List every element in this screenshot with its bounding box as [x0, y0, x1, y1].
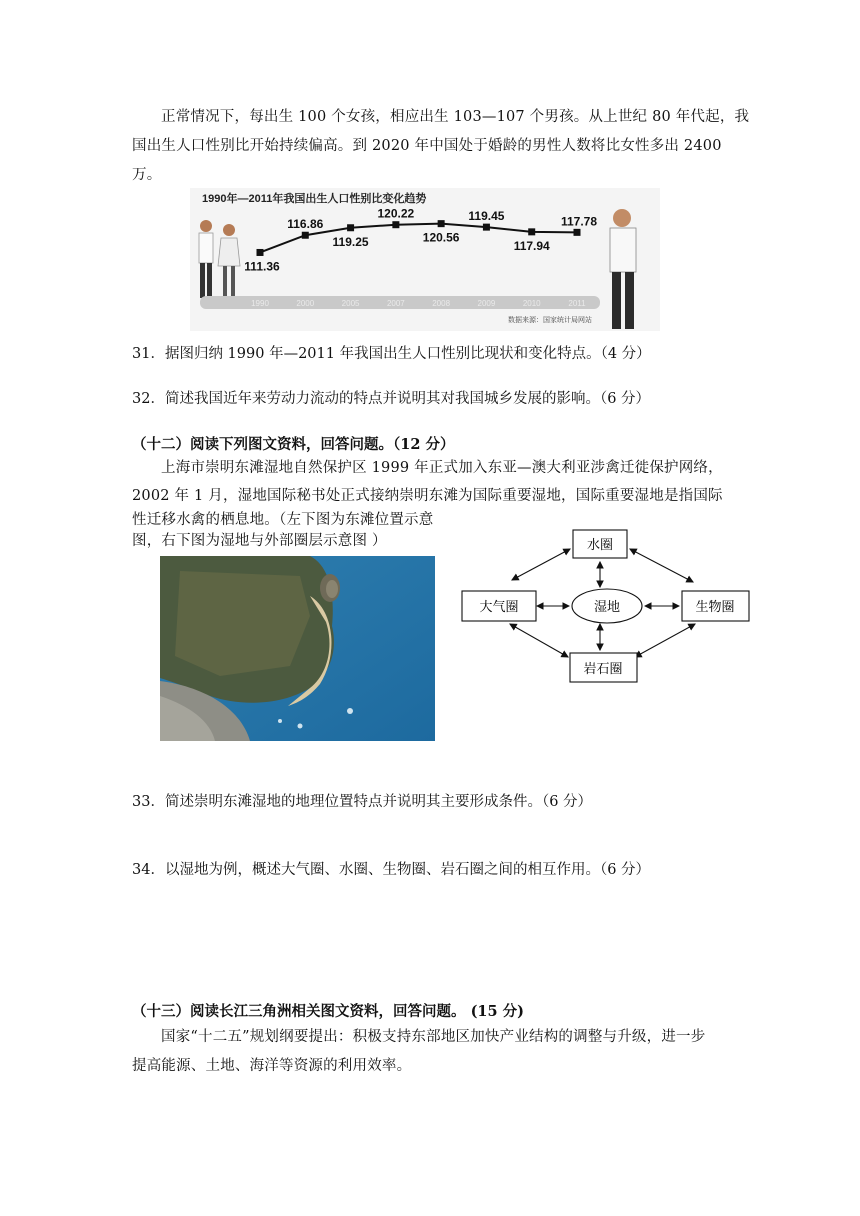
intro-line-1: 正常情况下，每出生 100 个女孩，相应出生 103—107 个男孩。从上世纪 80 年代起，我	[161, 109, 750, 125]
label-hydrosphere: 水圈	[586, 538, 614, 553]
data-label: 116.86	[287, 217, 324, 232]
section-12-line-3: 性迁移水禽的栖息地。（左下图为东滩位置示意	[132, 512, 434, 528]
label-wetland: 湿地	[593, 600, 621, 615]
x-tick-label: 2011	[568, 299, 586, 308]
data-label: 117.94	[513, 238, 550, 253]
arrow-bottom-left	[510, 624, 568, 657]
x-tick-label: 2008	[432, 299, 451, 308]
data-point	[574, 229, 581, 236]
man-figure	[610, 209, 636, 329]
data-point	[257, 249, 264, 256]
arrow-top-left	[512, 549, 570, 580]
section-12-heading: （十二）阅读下列图文资料，回答问题。（12 分）	[132, 436, 455, 453]
section-13-heading-text: （十三）阅读长江三角洲相关图文资料，回答问题。	[132, 1003, 466, 1020]
x-tick-label: 2009	[477, 299, 496, 308]
question-31: 31．据图归纳 1990 年—2011 年我国出生人口性别比现状和变化特点。（4 分）	[132, 346, 651, 362]
sex-ratio-chart-svg	[190, 188, 660, 331]
section-13-line-1: 国家“十二五”规划纲要提出：积极支持东部地区加快产业结构的调整与升级，进一步	[161, 1029, 706, 1045]
data-label: 120.22	[377, 206, 415, 221]
chart-source: 数据来源：国家统计局网站	[508, 317, 592, 324]
x-tick-label: 1990	[251, 299, 269, 308]
section-12-line-1: 上海市崇明东滩湿地自然保护区 1999 年正式加入东亚—澳大利亚涉禽迁徙保护网络，	[161, 460, 723, 476]
data-label: 111.36	[244, 259, 280, 274]
section-12-line-4: 图，右下图为湿地与外部圈层示意图 ）	[132, 533, 387, 549]
section-13-line-2: 提高能源、土地、海洋等资源的利用效率。	[132, 1058, 412, 1074]
label-biosphere: 生物圈	[695, 600, 735, 615]
wetland-sphere-diagram	[455, 527, 755, 687]
section-13-score: (15 分)	[470, 1003, 525, 1020]
girl-figure	[218, 224, 240, 296]
question-33: 33．简述崇明东滩湿地的地理位置特点并说明其主要形成条件。（6 分）	[132, 794, 593, 810]
intro-line-2: 国出生人口性别比开始持续偏高。到 2020 年中国处于婚龄的男性人数将比女性多出 2400	[132, 138, 722, 154]
data-point	[392, 221, 399, 228]
arrow-top-right	[630, 549, 693, 582]
question-32: 32．简述我国近年来劳动力流动的特点并说明其对我国城乡发展的影响。（6 分）	[132, 391, 651, 407]
chart-title: 1990年—2011年我国出生人口性别比变化趋势	[202, 193, 427, 205]
intro-line-3: 万。	[132, 167, 162, 183]
x-tick-label: 2005	[341, 299, 360, 308]
data-point	[302, 232, 309, 239]
data-point	[438, 220, 445, 227]
label-atmosphere: 大气圈	[479, 600, 519, 615]
data-label: 120.56	[422, 230, 460, 245]
data-label: 117.78	[560, 214, 598, 229]
section-12-line-2: 2002 年 1 月，湿地国际秘书处正式接纳崇明东滩为国际重要湿地，国际重要湿地是指国际	[132, 488, 723, 504]
dongtan-satellite-map	[160, 556, 435, 741]
boy-figure	[199, 220, 213, 298]
label-lithosphere: 岩石圈	[583, 662, 623, 677]
sex-ratio-chart	[190, 188, 660, 331]
data-label: 119.45	[468, 209, 505, 224]
x-tick-label: 2007	[386, 299, 405, 308]
data-point	[483, 224, 490, 231]
x-tick-label: 2000	[296, 299, 315, 308]
x-tick-label: 2010	[522, 299, 541, 308]
question-34: 34．以湿地为例，概述大气圈、水圈、生物圈、岩石圈之间的相互作用。（6 分）	[132, 862, 651, 878]
data-point	[347, 224, 354, 231]
arrow-bottom-right	[635, 624, 695, 657]
section-13-heading	[132, 1000, 524, 1021]
data-label: 119.25	[332, 234, 369, 249]
data-point	[528, 228, 535, 235]
